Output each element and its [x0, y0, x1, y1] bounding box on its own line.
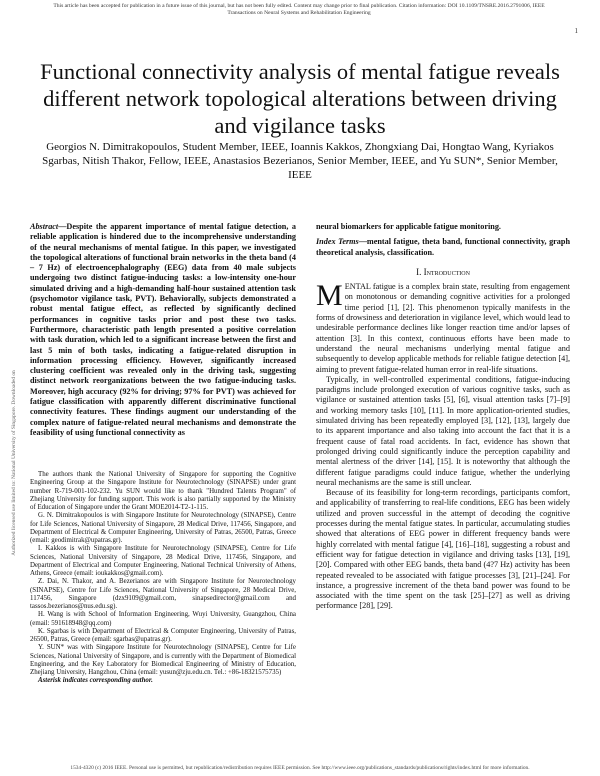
- index-terms: [316, 237, 570, 258]
- left-column: [30, 222, 296, 438]
- copyright-footer: 1534-4320 (c) 2016 IEEE. Personal use is permitted, but republication/redistribution requires IEEE permission. See http://www.ieee.org/publications_standards/publications/rights/index.html for more information.: [70, 765, 530, 771]
- abstract-label: Abstract: [30, 222, 59, 231]
- author-list: Georgios N. Dimitrakopoulos, Student Member, IEEE, Ioannis Kakkos, Zhongxiang Dai, Hongtao Wang, Kyriakos Sgarbas, Nitish Thakor, Fellow, IEEE, Anastasios Bezerianos, Senior Member, IEEE, and Yu SUN*, Senior Member, IEEE: [42, 141, 558, 181]
- footnote-author-2: I. Kakkos is with Singapore Institute for Neurotechnology (SINAPSE), Centre for Life Sciences, National University of Singapore, 28 Medical Drive, 117456, Singapore, and Department of Electrical and Computer Engineering, National Technical University of Athens, Athens, Greece (email: ioukakkos@gmail.com).: [30, 545, 296, 577]
- section-heading-introduction: I. Introduction: [416, 266, 470, 277]
- abstract: [30, 222, 296, 438]
- intro-paragraph-3: Because of its feasibility for long-term recordings, participants comfort, and applicability of transferring to real-life conditions, EEG has been widely utilized and proven successful in the attempt of decoding the cognitive processes during the mental fatigue states. In particular, accumulating studies showed that alterations of EEG power in different frequency bands were highly correlated with mental fatigue [4], [16]–[18], suggesting a robust and efficient way for fatigue detection in vigilance and driving tasks [13], [19], [20]. Compared with other EEG bands, theta band (4?7 Hz) activity has been repeated revealed to be associated with fatigue processes [3], [21]–[24]. For instance, a progressive increment of the theta band power was found to be associated with the time spent on the task [25]–[27] as well as driving performance [28], [29].: [316, 488, 570, 611]
- footnotes: [30, 471, 296, 686]
- footnote-author-5: K. Sgarbas is with Department of Electrical & Computer Engineering, University of Patras, 26500, Patras, Greece (email: sgarbas@upatras.gr).: [30, 627, 296, 643]
- paper-title: Functional connectivity analysis of mental fatigue reveals different network topological alterations between driving and vigilance tasks: [40, 59, 560, 138]
- intro-paragraph-1: MENTAL fatigue is a complex brain state, resulting from engagement on monotonous or demanding cognitive activities for a prolonged time period [1], [2]. This phenomenon typically manifests in the forms of drowsiness and deterioration in vigilance level, which would lead to undesirable performance declines like longer reaction time and/or lapses of attention [3]. In this context, continuous efforts have been made to understand the neural mechanisms underlying mental fatigue and subsequently to develop applicable methods for reliable fatigue detection [4], aiming to prevent fatigue-related human error in real-life situations.: [316, 279, 570, 374]
- footnote-author-4: H. Wang is with School of Information Engineering, Wuyi University, Guangzhou, China (email: 591618948@qq.com): [30, 611, 296, 627]
- footnote-corresponding: Asterisk indicates corresponding author.: [38, 677, 153, 685]
- footnote-author-1: G. N. Dimitrakopoulos is with Singapore Institute for Neurotechnology (SINAPSE), Centre for Life Sciences, National University of Singapore, 28 Medical Drive, 117456, Singapore, and Department of Electrical & Computer Engineering, University of Patras, 26500, Patras, Greece (email: geodimitrak@upatras.gr).: [30, 512, 296, 544]
- index-terms-text: —mental fatigue, theta band, functional connectivity, graph theoretical analysis, classification.: [316, 237, 571, 257]
- side-watermark: Authorized licensed use limited to: National University of Singapore. Downloaded on: [11, 370, 17, 556]
- footnote-funding: The authors thank the National University of Singapore for supporting the Cognitive Engineering Group at the Singapore Institute for Neurotechnology (SINAPSE) under grant number R-719-001-102-232. Yu SUN would like to thank "Hundred Talents Program" of Zhejiang University for funding support. This work is also partially supported by the Ministry of Education of Singapore under the Grant MOE2014-T2-1-115.: [30, 471, 296, 511]
- abstract-continuation: neural biomarkers for applicable fatigue monitoring.: [316, 222, 501, 231]
- page-number: 1: [574, 27, 578, 35]
- intro-paragraph-2: Typically, in well-controlled experimental conditions, fatigue-inducing paradigms include prolonged execution of various cognitive tasks, such as vigilance or sustained attention tasks [5], [6], visual attention tasks [7]–[9] and working memory tasks [10], [11]. In more application-oriented studies, simulated driving has been repeatedly employed [3], [12], [13], largely due to its apparent importance and also taking into account the fact that it is a frequent cause of fatal road accidents. In fact, evidence has shown that prolonged driving could significantly induce the perception capability and mental alertness of the driver [14], [15]. It is noteworthy that although the different fatigue paradigms could induce fatigue, whether the underlying neural mechanisms are the same is still unclear.: [316, 374, 570, 487]
- footnote-author-6: Y. SUN* was with Singapore Institute for Neurotechnology (SINAPSE), Centre for Life Sciences, National University of Singapore, and is currently with the Department of Biomedical Engineering, and the Key Laboratory for Biomedical Engineering of Ministry of Education, Zhejiang University, Hangzhou, China (email: yusun@zju.edu.cn. Tel.: +86-18321575735): [30, 644, 296, 676]
- abstract-text: —Despite the apparent importance of mental fatigue detection, a reliable application is hindered due to the incomprehensive understanding of the neural mechanisms of mental fatigue. In this paper, we investigated the topological alterations of functional brain networks in the theta band (4 – 7 Hz) of electroencephalography (EEG) data from 40 male subjects undergoing two distinct fatigue-inducing tasks: a low-intensity one-hour simulated driving and a high-demanding half-hour sustained attention task (psychomotor vigilance task, PVT). Behaviorally, subjects demonstrated a robust mental fatigue effect, as reflected by significantly declined performances in cognitive tasks prior and post these two tasks. Furthermore, characteristic path length presented a positive correlation with task duration, which led to a significant increase between the first and last 5 min of both tasks, indicating a fatigue-related disruption in information processing efficiency. However, significantly increased clustering coefficient was revealed only in the driving task, suggesting distinct network reorganizations between the two fatigue-inducing tasks. Moreover, high accuracy (92% for driving; 97% for PVT) was achieved for fatigue classification with apparently different discriminative functional connectivity features. These findings augment our understanding of the complex nature of fatigue-related neural mechanisms and demonstrate the feasibility of using functional connectivity as: [30, 222, 296, 437]
- journal-header: [38, 3, 560, 17]
- index-terms-label: Index Terms: [316, 237, 359, 247]
- header-line-2: Transactions on Neural Systems and Rehabilitation Engineering: [227, 10, 371, 16]
- right-column: [316, 222, 570, 612]
- header-line-1: This article has been accepted for publication in a future issue of this journal, but has not been fully edited. Content may change prior to final publication. Citation information: DOI 10.1109/TNSRE.2016.2791006, IEEE: [53, 3, 545, 9]
- drop-cap: M: [316, 279, 343, 313]
- footnote-author-3: Z. Dai, N. Thakor, and A. Bezerianos are with Singapore Institute for Neurotechnology (SINAPSE), Centre for Life Sciences, National University of Singapore, 28 Medical Drive, 117456, Singapore (dzx9109@gmail.com, sinapsedirector@gmail.com and tassos.bezerianos@nus.edu.sg).: [30, 578, 296, 610]
